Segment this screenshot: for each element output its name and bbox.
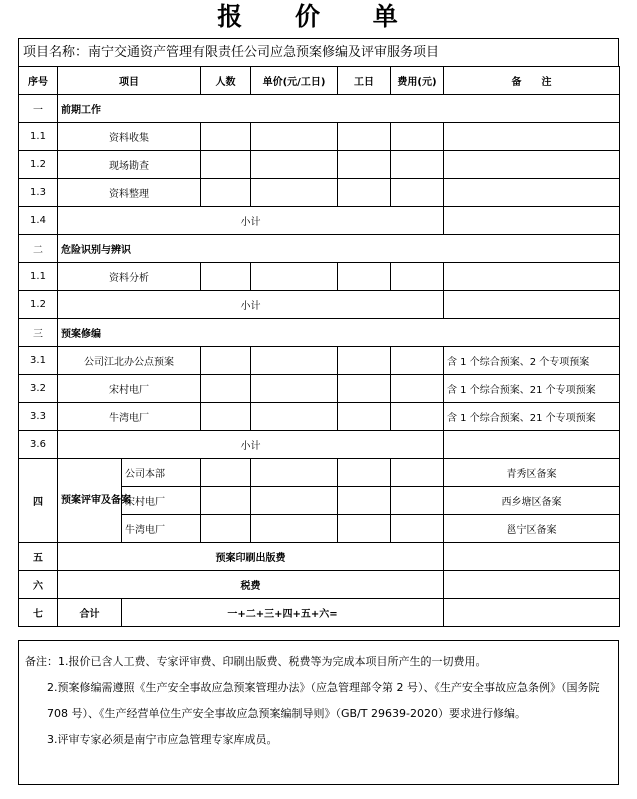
section-name: 预案印刷出版费 <box>58 543 444 571</box>
row-item: 现场勘查 <box>58 151 201 179</box>
row-no: 3.2 <box>19 375 58 403</box>
row-item: 资料整理 <box>58 179 201 207</box>
row-no: 1.1 <box>19 123 58 151</box>
total-label: 合计 <box>58 599 122 627</box>
total-row <box>19 599 620 627</box>
row-no: 3.6 <box>19 431 58 459</box>
row-item: 公司本部 <box>122 459 201 487</box>
note-2: 2.预案修编需遵照《生产安全事故应急预案管理办法》（应急管理部令第 2 号）、《生产安全事故应急条例》（国务院 708 号）、《生产经营单位生产安全事故应急预案编制导则》（GB/T 29639-2020）要求进行修编。 <box>47 681 600 720</box>
subtotal-row <box>19 431 620 459</box>
note-3: 3.评审专家必须是南宁市应急管理专家库成员。 <box>47 733 278 746</box>
table-row <box>19 151 620 179</box>
section-row <box>19 235 620 263</box>
table-row <box>19 263 620 291</box>
table-row <box>19 459 620 487</box>
row-no: 1.4 <box>19 207 58 235</box>
table-row <box>19 123 620 151</box>
quotation-table <box>18 66 620 627</box>
row-item: 牛湾电厂 <box>122 515 201 543</box>
section-no: 五 <box>19 543 58 571</box>
notes-box <box>18 640 619 785</box>
row-item: 宋村电厂 <box>58 375 201 403</box>
table-row <box>19 179 620 207</box>
row-remark: 含 1 个综合预案、21 个专项预案 <box>444 375 620 403</box>
row-item: 宋村电厂 <box>122 487 201 515</box>
row-no: 1.3 <box>19 179 58 207</box>
subtotal-label: 小计 <box>58 207 444 235</box>
table-row <box>19 403 620 431</box>
table-row <box>19 375 620 403</box>
subtotal-row <box>19 207 620 235</box>
total-formula: 一+二+三+四+五+六= <box>122 599 444 627</box>
header-unit-price: 单价(元/工日) <box>251 67 338 95</box>
section-name: 税费 <box>58 571 444 599</box>
row-no: 3.3 <box>19 403 58 431</box>
header-no: 序号 <box>19 67 58 95</box>
header-cost: 费用(元) <box>391 67 444 95</box>
section-no: 三 <box>19 319 58 347</box>
row-remark: 含 1 个综合预案、21 个专项预案 <box>444 403 620 431</box>
note-1: 备注：1.报价已含人工费、专家评审费、印刷出版费、税费等为完成本项目所产生的一切费用。 <box>25 655 487 668</box>
row-no: 3.1 <box>19 347 58 375</box>
page-title: 报 价 单 <box>217 2 420 31</box>
subtotal-label: 小计 <box>58 431 444 459</box>
section-row <box>19 319 620 347</box>
row-no: 1.1 <box>19 263 58 291</box>
section-no: 二 <box>19 235 58 263</box>
section-name: 预案评审及备案 <box>58 459 122 543</box>
header-remark: 备 注 <box>444 67 620 95</box>
section-name: 前期工作 <box>58 95 620 123</box>
row-item: 资料收集 <box>58 123 201 151</box>
header-workdays: 工日 <box>338 67 391 95</box>
section-row <box>19 543 620 571</box>
row-no: 1.2 <box>19 151 58 179</box>
table-row <box>19 347 620 375</box>
section-no: 七 <box>19 599 58 627</box>
row-item: 牛湾电厂 <box>58 403 201 431</box>
row-remark: 含 1 个综合预案、2 个专项预案 <box>444 347 620 375</box>
project-name: 项目名称：南宁交通资产管理有限责任公司应急预案修编及评审服务项目 <box>18 38 619 66</box>
section-row <box>19 571 620 599</box>
row-remark: 西乡塘区备案 <box>444 487 620 515</box>
section-no: 四 <box>19 459 58 543</box>
section-name: 预案修编 <box>58 319 620 347</box>
header-row <box>19 67 620 95</box>
subtotal-label: 小计 <box>58 291 444 319</box>
row-item: 资料分析 <box>58 263 201 291</box>
section-row <box>19 95 620 123</box>
row-remark: 青秀区备案 <box>444 459 620 487</box>
subtotal-row <box>19 291 620 319</box>
header-item: 项目 <box>58 67 201 95</box>
section-name: 危险识别与辨识 <box>58 235 620 263</box>
row-remark: 邕宁区备案 <box>444 515 620 543</box>
row-no: 1.2 <box>19 291 58 319</box>
header-people: 人数 <box>201 67 251 95</box>
section-no: 六 <box>19 571 58 599</box>
row-item: 公司江北办公点预案 <box>58 347 201 375</box>
section-no: 一 <box>19 95 58 123</box>
